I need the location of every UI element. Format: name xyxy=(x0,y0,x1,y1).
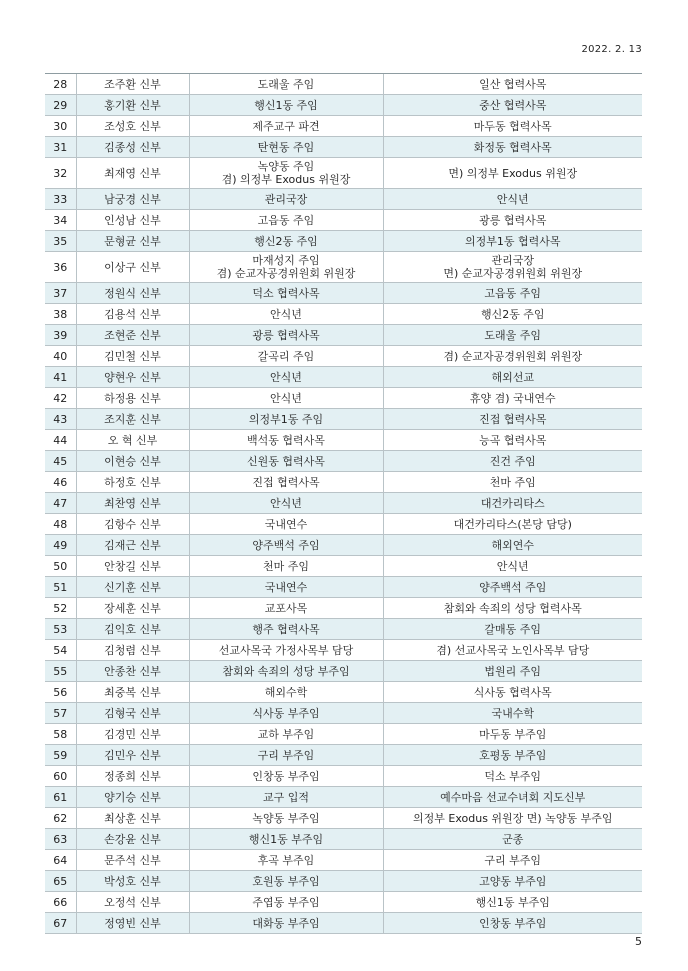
priest-name-cell: 김형국 신부 xyxy=(76,703,189,724)
priest-name-cell: 오정석 신부 xyxy=(76,892,189,913)
new-post-cell: 참회와 속죄의 성당 협력사목 xyxy=(383,598,642,619)
new-post-cell: 마두동 부주임 xyxy=(383,724,642,745)
previous-post-cell: 식사동 부주임 xyxy=(189,703,383,724)
priest-name-cell: 최찬영 신부 xyxy=(76,493,189,514)
new-post-cell: 겸) 선교사목국 노인사목부 담당 xyxy=(383,640,642,661)
appointment-table xyxy=(45,73,642,934)
row-number-cell: 52 xyxy=(45,598,76,619)
table-row xyxy=(45,598,642,619)
priest-name-cell: 김종성 신부 xyxy=(76,137,189,158)
priest-name-cell: 안종찬 신부 xyxy=(76,661,189,682)
table-row xyxy=(45,472,642,493)
priest-name-cell: 김경민 신부 xyxy=(76,724,189,745)
previous-post-cell: 행신1동 부주임 xyxy=(189,829,383,850)
row-number-cell: 63 xyxy=(45,829,76,850)
previous-post-cell: 후곡 부주임 xyxy=(189,850,383,871)
new-post-cell: 국내수학 xyxy=(383,703,642,724)
row-number-cell: 65 xyxy=(45,871,76,892)
previous-post-cell: 행신1동 주임 xyxy=(189,95,383,116)
new-post-cell: 안식년 xyxy=(383,556,642,577)
previous-post-cell: 백석동 협력사목 xyxy=(189,430,383,451)
table-row xyxy=(45,325,642,346)
row-number-cell: 49 xyxy=(45,535,76,556)
previous-post-cell: 주엽동 부주임 xyxy=(189,892,383,913)
priest-name-cell: 최상훈 신부 xyxy=(76,808,189,829)
table-row xyxy=(45,137,642,158)
row-number-cell: 34 xyxy=(45,210,76,231)
row-number-cell: 28 xyxy=(45,74,76,95)
new-post-cell: 덕소 부주임 xyxy=(383,766,642,787)
new-post-cell: 구리 부주임 xyxy=(383,850,642,871)
priest-name-cell: 조지훈 신부 xyxy=(76,409,189,430)
new-post-cell: 해외선교 xyxy=(383,367,642,388)
row-number-cell: 40 xyxy=(45,346,76,367)
new-post-cell: 군종 xyxy=(383,829,642,850)
table-row xyxy=(45,703,642,724)
new-post-cell: 일산 협력사목 xyxy=(383,74,642,95)
table-row xyxy=(45,556,642,577)
row-number-cell: 29 xyxy=(45,95,76,116)
row-number-cell: 51 xyxy=(45,577,76,598)
new-post-cell: 마두동 협력사목 xyxy=(383,116,642,137)
previous-post-cell: 도래울 주임 xyxy=(189,74,383,95)
priest-name-cell: 조현준 신부 xyxy=(76,325,189,346)
previous-post-cell: 제주교구 파견 xyxy=(189,116,383,137)
previous-post-cell: 안식년 xyxy=(189,493,383,514)
previous-post-cell: 고읍동 주임 xyxy=(189,210,383,231)
previous-post-cell: 녹양동 주임 겸) 의정부 Exodus 위원장 xyxy=(189,158,383,189)
new-post-cell: 행신2동 주임 xyxy=(383,304,642,325)
priest-name-cell: 김민우 신부 xyxy=(76,745,189,766)
priest-name-cell: 정영빈 신부 xyxy=(76,913,189,934)
new-post-cell: 중산 협력사목 xyxy=(383,95,642,116)
appointment-table-body xyxy=(45,74,642,934)
priest-name-cell: 김익호 신부 xyxy=(76,619,189,640)
new-post-cell: 호평동 부주임 xyxy=(383,745,642,766)
new-post-cell: 진접 협력사목 xyxy=(383,409,642,430)
row-number-cell: 59 xyxy=(45,745,76,766)
new-post-cell: 안식년 xyxy=(383,189,642,210)
table-row xyxy=(45,514,642,535)
row-number-cell: 42 xyxy=(45,388,76,409)
previous-post-cell: 양주백석 주임 xyxy=(189,535,383,556)
previous-post-cell: 국내연수 xyxy=(189,514,383,535)
priest-name-cell: 김용석 신부 xyxy=(76,304,189,325)
priest-name-cell: 손강윤 신부 xyxy=(76,829,189,850)
row-number-cell: 38 xyxy=(45,304,76,325)
table-row xyxy=(45,189,642,210)
table-row xyxy=(45,231,642,252)
table-row xyxy=(45,724,642,745)
previous-post-cell: 행주 협력사목 xyxy=(189,619,383,640)
priest-name-cell: 정종희 신부 xyxy=(76,766,189,787)
previous-post-cell: 호원동 부주임 xyxy=(189,871,383,892)
previous-post-cell: 해외수학 xyxy=(189,682,383,703)
row-number-cell: 39 xyxy=(45,325,76,346)
previous-post-cell: 행신2동 주임 xyxy=(189,231,383,252)
new-post-cell: 관리국장 면) 순교자공경위원회 위원장 xyxy=(383,252,642,283)
new-post-cell: 겸) 순교자공경위원회 위원장 xyxy=(383,346,642,367)
row-number-cell: 60 xyxy=(45,766,76,787)
table-row xyxy=(45,283,642,304)
previous-post-cell: 참회와 속죄의 성당 부주임 xyxy=(189,661,383,682)
row-number-cell: 32 xyxy=(45,158,76,189)
previous-post-cell: 선교사목국 가정사목부 담당 xyxy=(189,640,383,661)
previous-post-cell: 관리국장 xyxy=(189,189,383,210)
previous-post-cell: 탄현동 주임 xyxy=(189,137,383,158)
priest-name-cell: 남궁경 신부 xyxy=(76,189,189,210)
table-row xyxy=(45,451,642,472)
page-number: 5 xyxy=(635,935,642,948)
table-row xyxy=(45,850,642,871)
table-row xyxy=(45,409,642,430)
row-number-cell: 43 xyxy=(45,409,76,430)
priest-name-cell: 하정용 신부 xyxy=(76,388,189,409)
table-row xyxy=(45,871,642,892)
row-number-cell: 57 xyxy=(45,703,76,724)
row-number-cell: 36 xyxy=(45,252,76,283)
new-post-cell: 진건 주임 xyxy=(383,451,642,472)
new-post-cell: 양주백석 주임 xyxy=(383,577,642,598)
row-number-cell: 46 xyxy=(45,472,76,493)
new-post-cell: 해외연수 xyxy=(383,535,642,556)
priest-name-cell: 최중복 신부 xyxy=(76,682,189,703)
table-row xyxy=(45,892,642,913)
row-number-cell: 37 xyxy=(45,283,76,304)
row-number-cell: 48 xyxy=(45,514,76,535)
table-row xyxy=(45,367,642,388)
priest-name-cell: 박성호 신부 xyxy=(76,871,189,892)
table-row xyxy=(45,829,642,850)
row-number-cell: 56 xyxy=(45,682,76,703)
row-number-cell: 58 xyxy=(45,724,76,745)
row-number-cell: 47 xyxy=(45,493,76,514)
previous-post-cell: 대화동 부주임 xyxy=(189,913,383,934)
new-post-cell: 식사동 협력사목 xyxy=(383,682,642,703)
new-post-cell: 고양동 부주임 xyxy=(383,871,642,892)
document-date: 2022. 2. 13 xyxy=(581,44,642,55)
priest-name-cell: 하정호 신부 xyxy=(76,472,189,493)
table-row xyxy=(45,745,642,766)
row-number-cell: 30 xyxy=(45,116,76,137)
new-post-cell: 광릉 협력사목 xyxy=(383,210,642,231)
row-number-cell: 44 xyxy=(45,430,76,451)
table-row xyxy=(45,787,642,808)
table-row xyxy=(45,95,642,116)
new-post-cell: 인창동 부주임 xyxy=(383,913,642,934)
row-number-cell: 66 xyxy=(45,892,76,913)
table-row xyxy=(45,619,642,640)
table-row xyxy=(45,116,642,137)
priest-name-cell: 문형균 신부 xyxy=(76,231,189,252)
row-number-cell: 41 xyxy=(45,367,76,388)
previous-post-cell: 인창동 부주임 xyxy=(189,766,383,787)
new-post-cell: 화정동 협력사목 xyxy=(383,137,642,158)
table-row xyxy=(45,808,642,829)
priest-name-cell: 오 혁 신부 xyxy=(76,430,189,451)
row-number-cell: 45 xyxy=(45,451,76,472)
previous-post-cell: 광릉 협력사목 xyxy=(189,325,383,346)
new-post-cell: 대건카리타스 xyxy=(383,493,642,514)
table-row xyxy=(45,304,642,325)
priest-name-cell: 인성남 신부 xyxy=(76,210,189,231)
new-post-cell: 휴양 겸) 국내연수 xyxy=(383,388,642,409)
previous-post-cell: 안식년 xyxy=(189,304,383,325)
priest-name-cell: 김재근 신부 xyxy=(76,535,189,556)
row-number-cell: 50 xyxy=(45,556,76,577)
priest-name-cell: 정원식 신부 xyxy=(76,283,189,304)
table-row xyxy=(45,210,642,231)
previous-post-cell: 국내연수 xyxy=(189,577,383,598)
new-post-cell: 의정부 Exodus 위원장 면) 녹양동 부주임 xyxy=(383,808,642,829)
previous-post-cell: 교구 입적 xyxy=(189,787,383,808)
priest-name-cell: 이상구 신부 xyxy=(76,252,189,283)
previous-post-cell: 갈곡리 주임 xyxy=(189,346,383,367)
table-row xyxy=(45,158,642,189)
table-row xyxy=(45,661,642,682)
previous-post-cell: 안식년 xyxy=(189,388,383,409)
table-row xyxy=(45,766,642,787)
table-row xyxy=(45,252,642,283)
priest-name-cell: 조성호 신부 xyxy=(76,116,189,137)
new-post-cell: 예수마음 선교수녀회 지도신부 xyxy=(383,787,642,808)
previous-post-cell: 천마 주임 xyxy=(189,556,383,577)
table-row xyxy=(45,430,642,451)
row-number-cell: 31 xyxy=(45,137,76,158)
new-post-cell: 법원리 주임 xyxy=(383,661,642,682)
new-post-cell: 고읍동 주임 xyxy=(383,283,642,304)
new-post-cell: 행신1동 부주임 xyxy=(383,892,642,913)
table-row xyxy=(45,682,642,703)
previous-post-cell: 진접 협력사목 xyxy=(189,472,383,493)
row-number-cell: 64 xyxy=(45,850,76,871)
priest-name-cell: 김항수 신부 xyxy=(76,514,189,535)
previous-post-cell: 신원동 협력사목 xyxy=(189,451,383,472)
priest-name-cell: 문주석 신부 xyxy=(76,850,189,871)
previous-post-cell: 마재성지 주임 겸) 순교자공경위원회 위원장 xyxy=(189,252,383,283)
priest-name-cell: 최재영 신부 xyxy=(76,158,189,189)
row-number-cell: 35 xyxy=(45,231,76,252)
priest-name-cell: 이현승 신부 xyxy=(76,451,189,472)
table-row xyxy=(45,346,642,367)
table-row xyxy=(45,74,642,95)
priest-name-cell: 조주환 신부 xyxy=(76,74,189,95)
row-number-cell: 62 xyxy=(45,808,76,829)
previous-post-cell: 교하 부주임 xyxy=(189,724,383,745)
previous-post-cell: 녹양동 부주임 xyxy=(189,808,383,829)
priest-name-cell: 김민철 신부 xyxy=(76,346,189,367)
table-row xyxy=(45,913,642,934)
priest-name-cell: 양현우 신부 xyxy=(76,367,189,388)
row-number-cell: 54 xyxy=(45,640,76,661)
row-number-cell: 33 xyxy=(45,189,76,210)
row-number-cell: 61 xyxy=(45,787,76,808)
previous-post-cell: 의정부1동 주임 xyxy=(189,409,383,430)
row-number-cell: 53 xyxy=(45,619,76,640)
new-post-cell: 도래울 주임 xyxy=(383,325,642,346)
new-post-cell: 면) 의정부 Exodus 위원장 xyxy=(383,158,642,189)
table-row xyxy=(45,535,642,556)
previous-post-cell: 교포사목 xyxy=(189,598,383,619)
previous-post-cell: 안식년 xyxy=(189,367,383,388)
row-number-cell: 55 xyxy=(45,661,76,682)
priest-name-cell: 홍기환 신부 xyxy=(76,95,189,116)
new-post-cell: 천마 주임 xyxy=(383,472,642,493)
previous-post-cell: 구리 부주임 xyxy=(189,745,383,766)
priest-name-cell: 김청렴 신부 xyxy=(76,640,189,661)
table-row xyxy=(45,493,642,514)
priest-name-cell: 신기훈 신부 xyxy=(76,577,189,598)
table-row xyxy=(45,388,642,409)
new-post-cell: 갈매동 주임 xyxy=(383,619,642,640)
priest-name-cell: 양기승 신부 xyxy=(76,787,189,808)
new-post-cell: 의정부1동 협력사목 xyxy=(383,231,642,252)
table-row xyxy=(45,577,642,598)
table-row xyxy=(45,640,642,661)
new-post-cell: 능곡 협력사목 xyxy=(383,430,642,451)
previous-post-cell: 덕소 협력사목 xyxy=(189,283,383,304)
priest-name-cell: 안창길 신부 xyxy=(76,556,189,577)
priest-name-cell: 장세훈 신부 xyxy=(76,598,189,619)
new-post-cell: 대건카리타스(본당 담당) xyxy=(383,514,642,535)
row-number-cell: 67 xyxy=(45,913,76,934)
